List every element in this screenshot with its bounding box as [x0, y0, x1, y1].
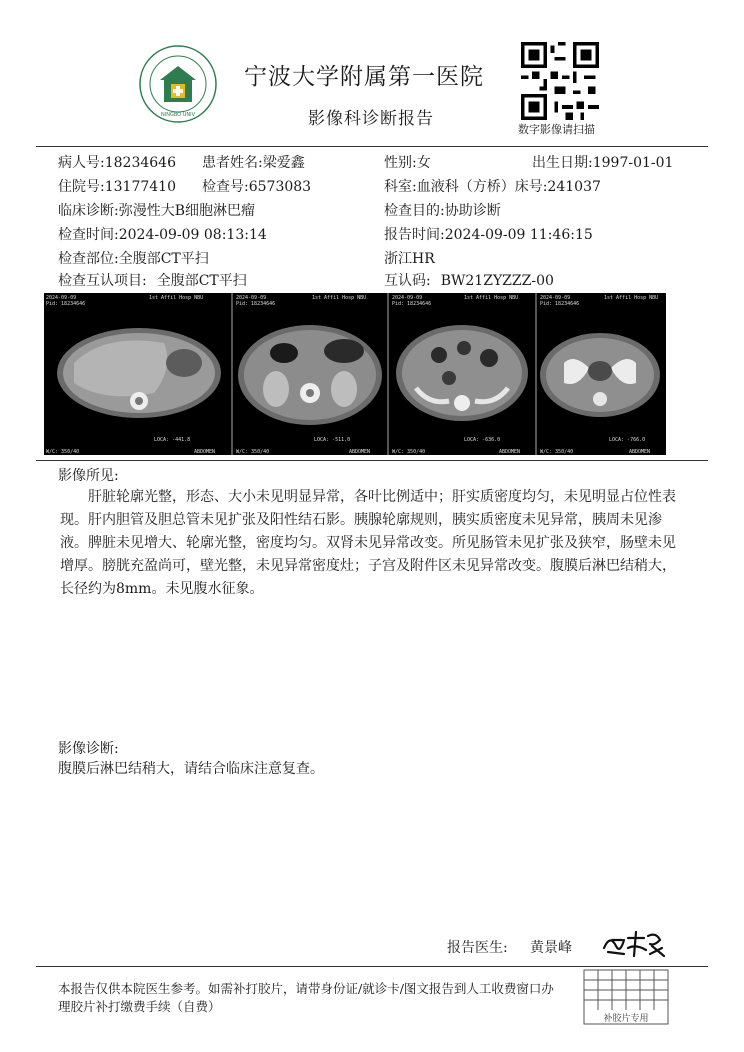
ct4-pid: Pid: 18234646 — [540, 301, 580, 307]
ct-slice-2 — [238, 325, 382, 425]
ct3-protocol: ABDOMEN — [499, 449, 521, 455]
svg-text:NINGBO UNIV: NINGBO UNIV — [161, 112, 195, 118]
ct3-date: 2024-09-09 — [392, 295, 423, 301]
ct2-hosp: 1st Affil Hosp NBU — [312, 295, 367, 301]
mutual-recognition-code: 互认码: BW21ZYZZZ-00 — [384, 273, 554, 289]
ct1-hosp: 1st Affil Hosp NBU — [149, 295, 204, 301]
footer-divider — [36, 966, 708, 967]
ct1-pid: Pid: 18234646 — [46, 301, 86, 307]
ct4-date: 2024-09-09 — [540, 295, 571, 301]
findings-text: 肝脏轮廓光整，形态、大小未见明显异常，各叶比例适中；肝实质密度均匀，未见明显占位性表现。肝内胆管及胆总管未见扩张及阳性结石影。胰腺轮廓规则，胰实质密度未见异常，胰周未见渗液。脾脏未见增大、轮廓光整，密度均匀。双肾未见异常改变。所见肠管未见扩张及狭窄，肠壁未见增厚。膀胱充盈尚可，壁光整，未见异常密度灶；子宫及附件区未见异常改变。腹膜后淋巴结稍大，长径约为8mm。未见腹水征象。 — [60, 489, 676, 597]
ct2-protocol: ABDOMEN — [349, 449, 371, 455]
findings-title: 影像所见: — [58, 468, 119, 484]
diagnosis-title: 影像诊断: — [58, 741, 119, 757]
footer-notice: 本报告仅供本院医生参考。如需补打胶片，请带身份证/就诊卡/图文报告到人工收费窗口办理胶片补打缴费手续（自费） — [58, 981, 554, 1014]
report-time: 报告时间:2024-09-09 11:46:15 — [384, 227, 593, 243]
ct2-pid: Pid: 18234646 — [236, 301, 276, 307]
exam-number: 检查号:6573083 — [202, 179, 312, 195]
ct3-pid: Pid: 18234646 — [392, 301, 432, 307]
ct4-loca: LOCA: -766.0 — [609, 437, 646, 443]
ct-image-strip[interactable] — [44, 293, 666, 455]
exam-time: 检查时间:2024-09-09 08:13:14 — [58, 227, 267, 243]
exam-purpose: 检查目的:协助诊断 — [384, 203, 501, 219]
diagnosis-text: 腹膜后淋巴结稍大，请结合临床注意复查。 — [58, 761, 324, 777]
ct2-date: 2024-09-09 — [236, 295, 267, 301]
ct1-protocol: ABDOMEN — [194, 449, 216, 455]
images-divider — [36, 460, 708, 461]
ct3-wc: W/C: 350/40 — [392, 449, 426, 455]
ct2-loca: LOCA: -511.0 — [314, 437, 351, 443]
doctor-label: 报告医生: — [447, 940, 508, 956]
patient-dob: 出生日期:1997-01-01 — [532, 155, 674, 171]
ct-slice-4 — [540, 333, 660, 417]
hospital-name: 宁波大学附属第一医院 — [244, 64, 484, 90]
qr-code[interactable] — [521, 42, 599, 120]
doctor-name: 黄景峰 — [530, 940, 572, 956]
film-reprint-stamp — [582, 968, 670, 1026]
doctor-signature — [600, 926, 668, 962]
clinical-diagnosis: 临床诊断:弥漫性大B细胞淋巴瘤 — [58, 203, 256, 219]
admission-number: 住院号:13177410 — [58, 179, 176, 195]
ct1-date: 2024-09-09 — [46, 295, 77, 301]
ct3-loca: LOCA: -636.0 — [464, 437, 501, 443]
mutual-recognition-item: 检查互认项目: 全腹部CT平扫 — [58, 273, 247, 289]
department: 科室:血液科（方桥）床号:241037 — [384, 179, 601, 195]
region: 浙江HR — [384, 251, 435, 267]
patient-sex: 性别:女 — [384, 155, 431, 171]
header-divider — [36, 146, 708, 147]
ct2-wc: W/C: 350/40 — [236, 449, 270, 455]
ct3-hosp: 1st Affil Hosp NBU — [464, 295, 519, 301]
ct-images — [44, 293, 666, 455]
patient-id: 病人号:18234646 — [58, 155, 176, 171]
qr-label: 数字影像请扫描 — [518, 123, 595, 136]
ct1-wc: W/C: 350/40 — [46, 449, 80, 455]
ct4-wc: W/C: 350/40 — [540, 449, 574, 455]
findings-body — [60, 486, 688, 601]
ct-slice-3 — [396, 325, 528, 421]
body-part: 检查部位:全腹部CT平扫 — [58, 251, 209, 267]
ct-slice-1 — [57, 328, 221, 418]
ct4-hosp: 1st Affil Hosp NBU — [604, 295, 659, 301]
hospital-logo — [138, 44, 218, 124]
report-title: 影像科诊断报告 — [308, 109, 434, 129]
patient-name: 患者姓名:梁爱鑫 — [202, 155, 305, 171]
ct4-protocol: ABDOMEN — [629, 449, 651, 455]
ct1-loca: LOCA: -441.8 — [154, 437, 191, 443]
stamp-label: 补胶片专用 — [603, 1014, 649, 1024]
